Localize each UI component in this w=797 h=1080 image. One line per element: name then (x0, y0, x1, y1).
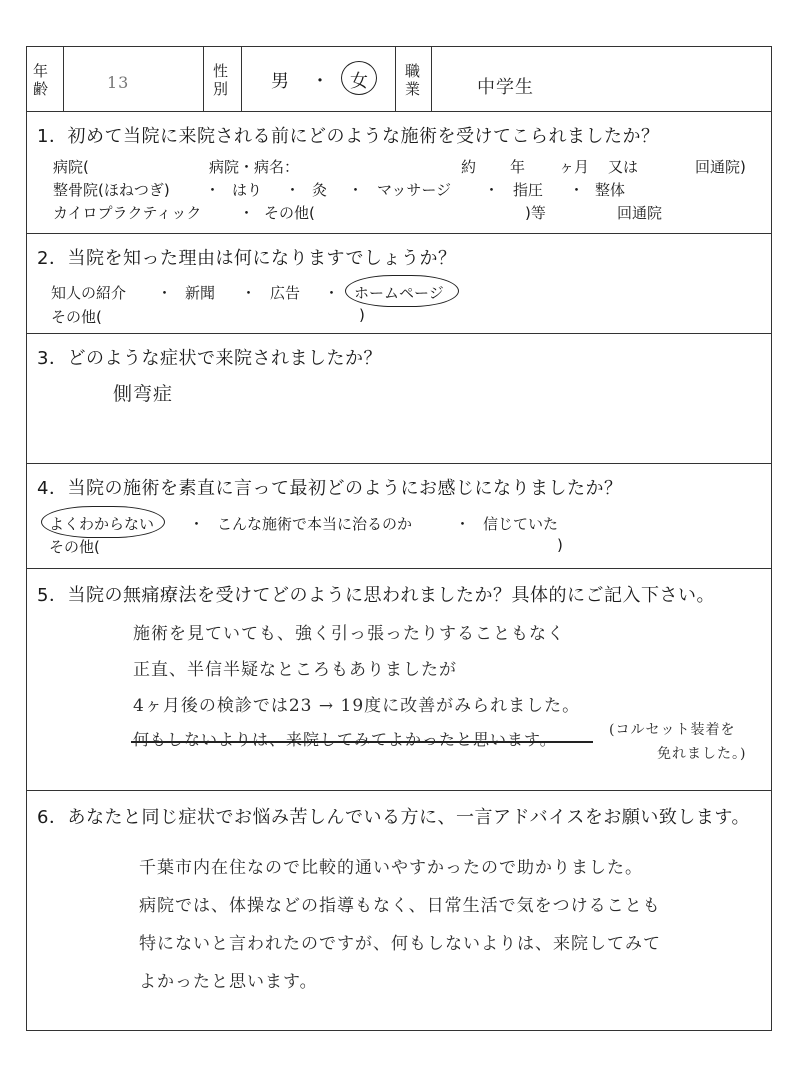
q1-opt-massage: マッサージ (377, 181, 452, 199)
q1-opt-or: 又は (608, 158, 639, 176)
q1-dot: ・ (205, 181, 221, 199)
q5-note-line-2: 免れました。) (657, 746, 747, 762)
q1-section (27, 112, 771, 234)
q2-dot: ・ (157, 284, 173, 302)
q5-answer-line-3: 4ヶ月後の検診では23 → 19度に改善がみられました。 (133, 696, 581, 716)
q1-opt-shiatsu: 指圧 (513, 181, 544, 199)
q4-section (27, 464, 771, 569)
q5-answer-line-2: 正直、半信半疑なところもありましたが (133, 660, 457, 680)
q6-answer-line-4: よかったと思います。 (139, 972, 318, 992)
q2-dot: ・ (324, 284, 340, 302)
q2-section (27, 234, 771, 334)
q1-opt-month: ヶ月 (559, 158, 590, 176)
q1-dot: ・ (285, 181, 301, 199)
q4-dot: ・ (455, 515, 471, 533)
q1-question: 1．初めて当院に来院される前にどのような施術を受けてこられましたか？ (37, 126, 660, 147)
q5-section (27, 569, 771, 791)
q4-question: 4．当院の施術を素直に言って最初どのようにお感じになりましたか？ (37, 478, 623, 499)
q6-answer-line-3: 特にないと言われたのですが、何もしないよりは、来院してみて (139, 934, 661, 954)
q2-question: 2．当院を知った理由は何になりますでしょうか？ (37, 248, 457, 269)
gender-label: 性別 (213, 61, 229, 98)
q6-section (27, 791, 771, 1032)
q2-opt-friend: 知人の紹介 (51, 284, 127, 302)
gender-female-circle (341, 61, 377, 95)
q2-homepage-circle (345, 275, 459, 307)
q1-opt-seitai: 整体 (595, 181, 626, 199)
q1-opt-year: 年 (510, 158, 526, 176)
q1-opt-visits: 回通院) (695, 158, 746, 176)
age-label: 年齢 (33, 61, 49, 98)
job-value: 中学生 (477, 77, 534, 98)
q2-opt-other: その他( (51, 308, 102, 326)
q1-opt-chiro: カイロプラクティック (53, 204, 202, 222)
q1-dot: ・ (348, 181, 364, 199)
q5-strikethrough (131, 741, 593, 743)
q6-question: 6．あなたと同じ症状でお悩み苦しんでいる方に、一言アドバイスをお願い致します。 (37, 807, 750, 828)
q1-opt-hospital-name: 病院・病名： (209, 158, 300, 176)
q1-opt-seikotsu: 整骨院(ほねつぎ) (53, 181, 170, 199)
q5-answer-line-4: 何もしないよりは、来院してみてよかったと思います。 (133, 730, 557, 749)
q2-opt-other-close: ) (359, 306, 365, 324)
q5-question: 5．当院の無痛療法を受けてどのように思われましたか？具体的にご記入下さい。 (37, 585, 715, 606)
q3-answer: 側弯症 (113, 383, 174, 405)
q3-question: 3．どのような症状で来院されましたか？ (37, 348, 382, 369)
q2-dot: ・ (241, 284, 257, 302)
q4-dot: ・ (189, 515, 205, 533)
q2-opt-homepage: ホームページ (354, 284, 444, 302)
q6-answer-line-2: 病院では、体操などの指導もなく、日常生活で気をつけることも (139, 896, 661, 916)
gender-male: 男 (271, 71, 289, 92)
q1-opt-visits-2: 回通院 (617, 204, 663, 222)
q5-answer-line-1: 施術を見ていても、強く引っ張ったりすることもなく (133, 624, 565, 644)
q1-dot: ・ (484, 181, 500, 199)
q2-opt-newspaper: 新聞 (185, 284, 216, 302)
q3-section (27, 334, 771, 464)
q1-dot: ・ (239, 204, 255, 222)
q1-opt-other: その他( (264, 204, 315, 222)
q1-opt-approx: 約 (461, 158, 477, 176)
q2-opt-ad: 広告 (270, 284, 301, 302)
q1-opt-kyu: 灸 (312, 181, 328, 199)
gender-dot: ・ (311, 71, 329, 92)
q4-opt-other: その他( (49, 538, 100, 556)
q1-opt-etc: )等 (525, 204, 546, 222)
job-label: 職業 (405, 61, 421, 98)
header-row (27, 47, 771, 112)
q4-opt-unclear: よくわからない (49, 515, 155, 533)
q5-note-line-1: (コルセット装着を (609, 722, 736, 738)
q4-unclear-circle (41, 506, 165, 538)
q6-answer-line-1: 千葉市内在住なので比較的通いやすかったので助かりました。 (139, 858, 643, 878)
q1-opt-hospital: 病院( (53, 158, 89, 176)
q4-opt-doubt: こんな施術で本当に治るのか (217, 515, 413, 533)
q4-opt-other-close: ) (557, 536, 563, 554)
q1-dot: ・ (569, 181, 585, 199)
age-value: 13 (107, 73, 130, 92)
q1-opt-hari: はり (232, 181, 263, 199)
gender-female: 女 (350, 71, 368, 92)
questionnaire-form (26, 46, 772, 1031)
q4-opt-believed: 信じていた (483, 515, 559, 533)
